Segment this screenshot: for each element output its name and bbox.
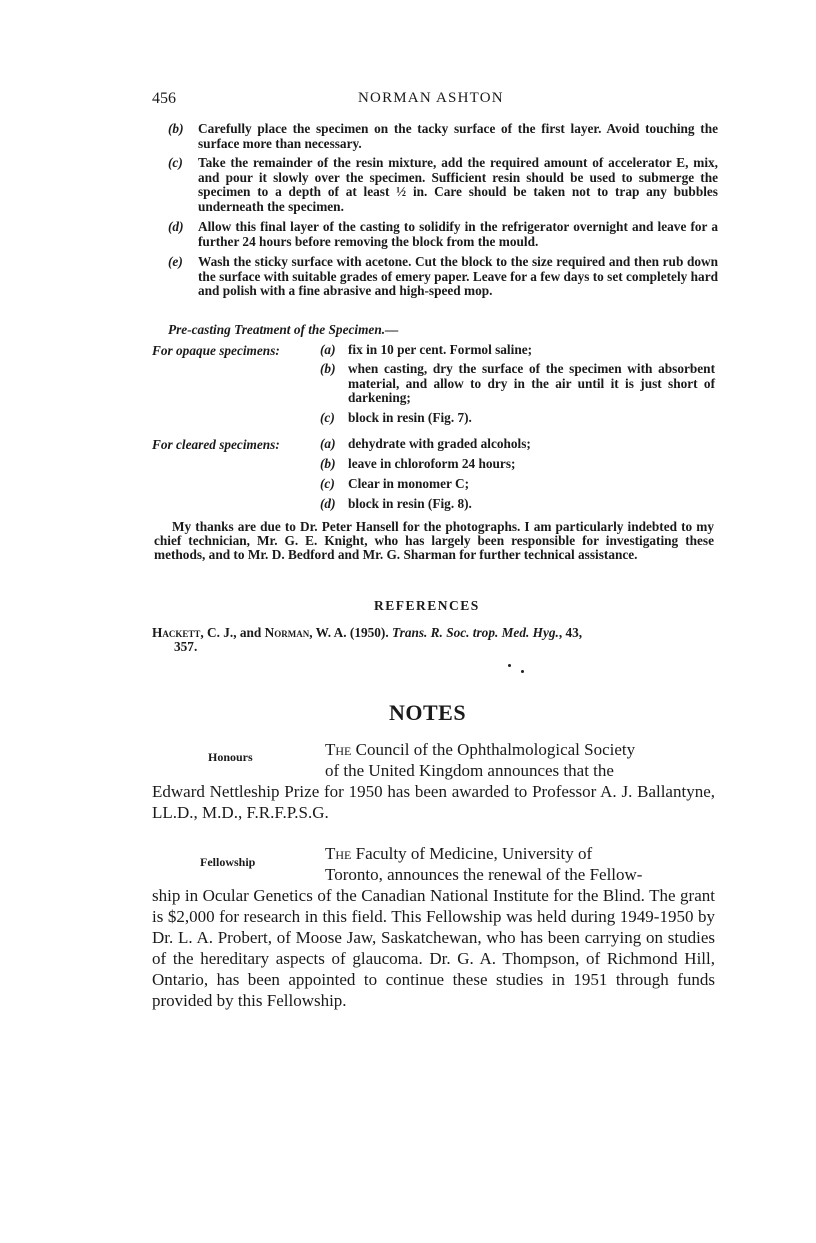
- step-text: block in resin (Fig. 7).: [348, 410, 472, 425]
- honours-rest: Edward Nettleship Prize for 1950 has been awarded to Professor A. J. Ballantyne, LL.D., M.D., F.R.F.P.S.G.: [152, 782, 715, 822]
- step-text: when casting, dry the surface of the specimen with absorbent material, and allow to dry in the air until it is just short of darkening;: [348, 361, 715, 406]
- reference-entry: [152, 626, 718, 654]
- step-e: [168, 255, 718, 299]
- step-text: Clear in monomer C;: [348, 476, 470, 491]
- step-label: (c): [320, 410, 335, 425]
- step-label: (d): [168, 219, 184, 234]
- honours-line1: Council of the Ophthalmological Society: [351, 740, 636, 759]
- opaque-step-c: [320, 411, 715, 426]
- opaque-step-a: [320, 343, 715, 358]
- running-title: NORMAN ASHTON: [358, 90, 504, 106]
- cleared-step-d: [320, 497, 715, 512]
- notes-heading: NOTES: [389, 700, 467, 725]
- step-text: fix in 10 per cent. Formol saline;: [348, 342, 533, 357]
- honours-lead: The: [325, 740, 352, 759]
- specks: [521, 670, 524, 673]
- step-label: (d): [320, 496, 336, 511]
- ref-and: and: [236, 625, 265, 640]
- cleared-step-c: [320, 477, 715, 492]
- page-number: 456: [152, 90, 176, 107]
- step-label: (c): [168, 155, 183, 170]
- ref-year: (1950).: [346, 625, 393, 640]
- cleared-step-b: [320, 457, 715, 472]
- ref-author-b: Norman, W. A.: [264, 625, 347, 640]
- cleared-step-a: [320, 437, 715, 452]
- honours-note: [152, 739, 715, 823]
- ref-pages: 357.: [174, 639, 198, 654]
- fellowship-label: Fellowship: [200, 855, 256, 869]
- opaque-label: For opaque specimens:: [152, 343, 280, 358]
- step-text: dehydrate with graded alcohols;: [348, 436, 531, 451]
- step-c: [168, 156, 718, 214]
- references-heading: REFERENCES: [374, 598, 480, 613]
- step-text: Take the remainder of the resin mixture, add the required amount of accelerator E, mix, and pour it slowly over the specimen. Sufficient resin should be used to submerge the specimen to a depth of at least ½ in. Care should be taken not to trap any bubbles underneath the specimen.: [198, 155, 718, 214]
- step-text: Wash the sticky surface with acetone. Cut the block to the size required and then rub down the surface with suitable grades of emery paper. Leave for a few days to set completely hard and polish with a fine abrasive and high-speed mop.: [198, 254, 718, 299]
- step-label: (b): [320, 456, 336, 471]
- acknowledgement: My thanks are due to Dr. Peter Hansell for the photographs. I am particularly indebted to my chief technician, Mr. G. E. Knight, who has largely been responsible for investigating these methods, and to Mr. D. Bedford and Mr. G. Sharman for further technical assistance.: [154, 519, 714, 562]
- fellowship-line2: Toronto, announces the renewal of the Fellow-: [325, 865, 643, 884]
- step-text: leave in chloroform 24 hours;: [348, 456, 516, 471]
- step-text: block in resin (Fig. 8).: [348, 496, 472, 511]
- ref-volume: , 43,: [558, 625, 583, 640]
- pre-casting-heading: Pre-casting Treatment of the Specimen.—: [168, 322, 399, 337]
- step-d: [168, 220, 718, 249]
- step-label: (e): [168, 254, 183, 269]
- honours-line2: of the United Kingdom announces that the: [325, 761, 614, 780]
- honours-label: Honours: [208, 750, 253, 764]
- step-text: Carefully place the specimen on the tacky surface of the first layer. Avoid touching the surface more than necessary.: [198, 121, 718, 151]
- fellowship-rest: ship in Ocular Genetics of the Canadian National Institute for the Blind. The grant is $2,000 for research in this field. This Fellowship was held during 1949-1950 by Dr. L. A. Probert, of Moose Jaw, Saskatchewan, who has been carrying on studies of the hereditary aspects of glaucoma. Dr. G. A. Thompson, of Richmond Hill, Ontario, has been appointed to continue these studies in 1951 through funds provided by this Fellowship.: [152, 886, 715, 1010]
- opaque-step-b: [320, 362, 715, 406]
- specks: [508, 664, 511, 667]
- step-label: (c): [320, 476, 335, 491]
- step-label: (a): [320, 436, 336, 451]
- ref-author-a: Hackett, C. J.,: [152, 625, 237, 640]
- fellowship-line1: Faculty of Medicine, University of: [351, 844, 593, 863]
- step-text: Allow this final layer of the casting to solidify in the refrigerator overnight and leave for a further 24 hours before removing the block from the mould.: [198, 219, 718, 249]
- cleared-label: For cleared specimens:: [152, 437, 280, 452]
- step-label: (b): [320, 361, 336, 376]
- step-label: (b): [168, 121, 184, 136]
- fellowship-note: [152, 843, 715, 1011]
- step-label: (a): [320, 342, 336, 357]
- fellowship-lead: The: [325, 844, 352, 863]
- step-b: [168, 122, 718, 151]
- ref-journal: Trans. R. Soc. trop. Med. Hyg.: [392, 625, 559, 640]
